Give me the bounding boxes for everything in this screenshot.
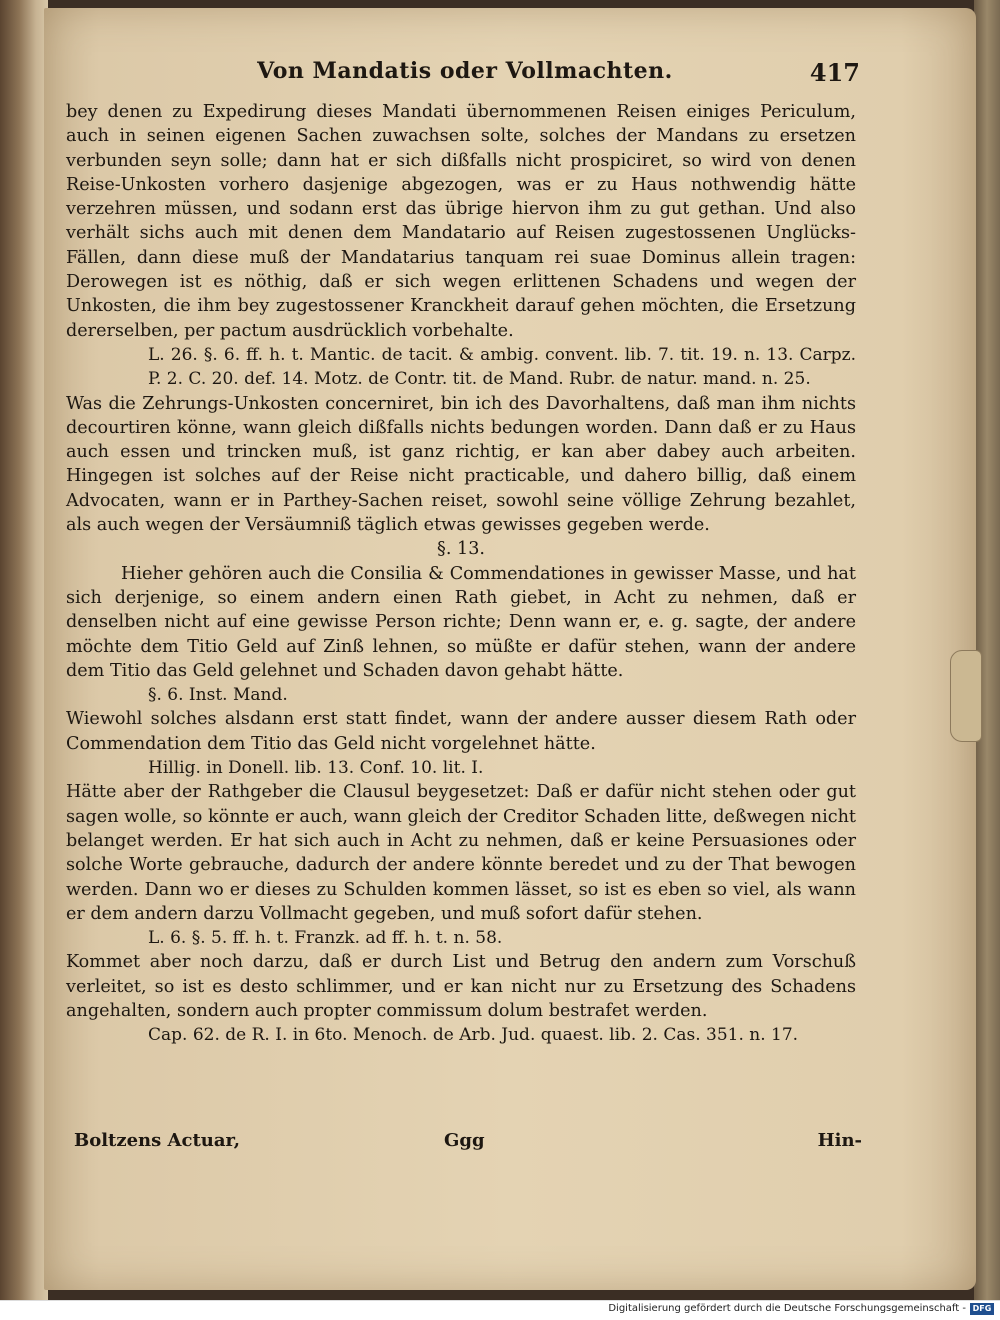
paragraph: Was die Zehrungs-Unkosten concerniret, bin ich des Davorhaltens, daß man ihm nichts decourtiren könne, wann gleich dißfalls nichts bedungen worden. Dann daß er zu Haus auch essen und trincken muß, ist ganz richtig, er kan aber dabey auch arbeiten. Hingegen ist solches auf der Reise nicht practicable, und dahero billig, daß einem Advocaten, wann er in Parthey-Sachen reiset, sowohl seine völlige Zehrung bezahlet, als auch wegen der Versäumniß täglich etwas gewisses gegeben werde.	[66, 393, 856, 536]
paragraph: Kommet aber noch darzu, daß er durch List und Betrug den andern zum Vorschuß verleitet, so ist es desto schlimmer, und er kan nicht nur zu Ersetzung des Schadens angehalten, sondern auch propter commissum dolum bestrafet werden.	[66, 952, 856, 1021]
catchword: Hin-	[817, 1130, 862, 1151]
citation: §. 6. Inst. Mand.	[148, 685, 288, 706]
paragraph: Wiewohl solches alsdann erst statt findet, wann der andere ausser diesem Rath oder Commendation dem Titio das Geld nicht vorgelehnet hätte.	[66, 709, 856, 754]
page-tab-marker	[950, 650, 982, 742]
page-number: 417	[809, 58, 860, 87]
paragraph: bey denen zu Expedirung dieses Mandati übernommenen Reisen einiges Periculum, auch in seinen eigenen Sachen zuwachsen solte, solches der Mandans zu ersetzen verbunden seyn solle; dann hat er sich dißfalls nicht prospiciret, so wird von denen Reise-Unkosten vorhero dasjenige abgezogen, was er zu Haus nothwendig hätte verzehren müssen, und sodann erst das übrige hiervon ihm zu gut gethan. Und also verhält sichs auch mit denen dem Mandatario auf Reisen zugestossenen Unglücks-Fällen, dann diese muß der Mandatarius tanquam rei suae Dominus allein tragen: Derowegen ist es nöthig, daß er sich wegen erlittenen Schadens und wegen der Unkosten, die ihm bey zugestossener Kranckheit darauf gehen möchten, die Ersetzung dererselben, per pactum ausdrücklich vorbehalte.	[66, 102, 856, 341]
dfg-logo-icon: DFG	[970, 1303, 994, 1315]
citation: L. 26. §. 6. ff. h. t. Mantic. de tacit. & ambig. convent. lib. 7. tit. 19. n. 13. Carpz. P. 2. C. 20. def. 14. Motz. de Contr. tit. de Mand. Rubr. de natur. mand. n. 25.	[148, 344, 856, 390]
page-header	[70, 58, 860, 94]
paragraph: Hieher gehören auch die Consilia & Commendationes in gewisser Masse, und hat sich derjenige, so einem andern einen Rath giebet, in Acht zu nehmen, daß er denselben nicht auf eine gewisse Person richte; Denn wann er, e. g. sagte, der andere möchte dem Titio Geld auf Zinß lehnen, so müßte er dafür stehen, wann der andere dem Titio das Geld gelehnet und Schaden davon gehabt hätte.	[66, 563, 856, 681]
section-heading: §. 13.	[437, 539, 485, 560]
citation: Cap. 62. de R. I. in 6to. Menoch. de Arb. Jud. quaest. lib. 2. Cas. 351. n. 17.	[148, 1025, 799, 1046]
running-head: Von Mandatis oder Vollmachten.	[257, 58, 673, 84]
paragraph: Hätte aber der Rathgeber die Clausul beygesetzet: Daß er dafür nicht stehen oder gut sagen wolle, so könnte er auch, wann gleich der Creditor Schaden litte, deßwegen nicht belanget werden. Er hat sich auch in Acht zu nehmen, daß er keine Persuasiones oder solche Worte gebrauche, dadurch der andere könnte beredet und zu der That bewogen werden. Dann wo er dieses zu Schulden kommen lässet, so ist es eben so viel, als wann er dem andern darzu Vollmacht gegeben, und muß sofort dafür stehen.	[66, 782, 856, 924]
digitization-credit: Digitalisierung gefördert durch die Deutsche Forschungsgemeinschaft -	[608, 1303, 966, 1314]
signature-mark: Ggg	[444, 1130, 485, 1151]
facing-page-edge	[0, 0, 48, 1300]
body-text	[66, 100, 856, 1048]
citation: L. 6. §. 5. ff. h. t. Franzk. ad ff. h. t. n. 58.	[148, 928, 503, 949]
citation: Hillig. in Donell. lib. 13. Conf. 10. lit. I.	[148, 758, 484, 779]
page-footer	[74, 1130, 862, 1160]
footer-publisher-note: Boltzens Actuar,	[74, 1130, 240, 1151]
